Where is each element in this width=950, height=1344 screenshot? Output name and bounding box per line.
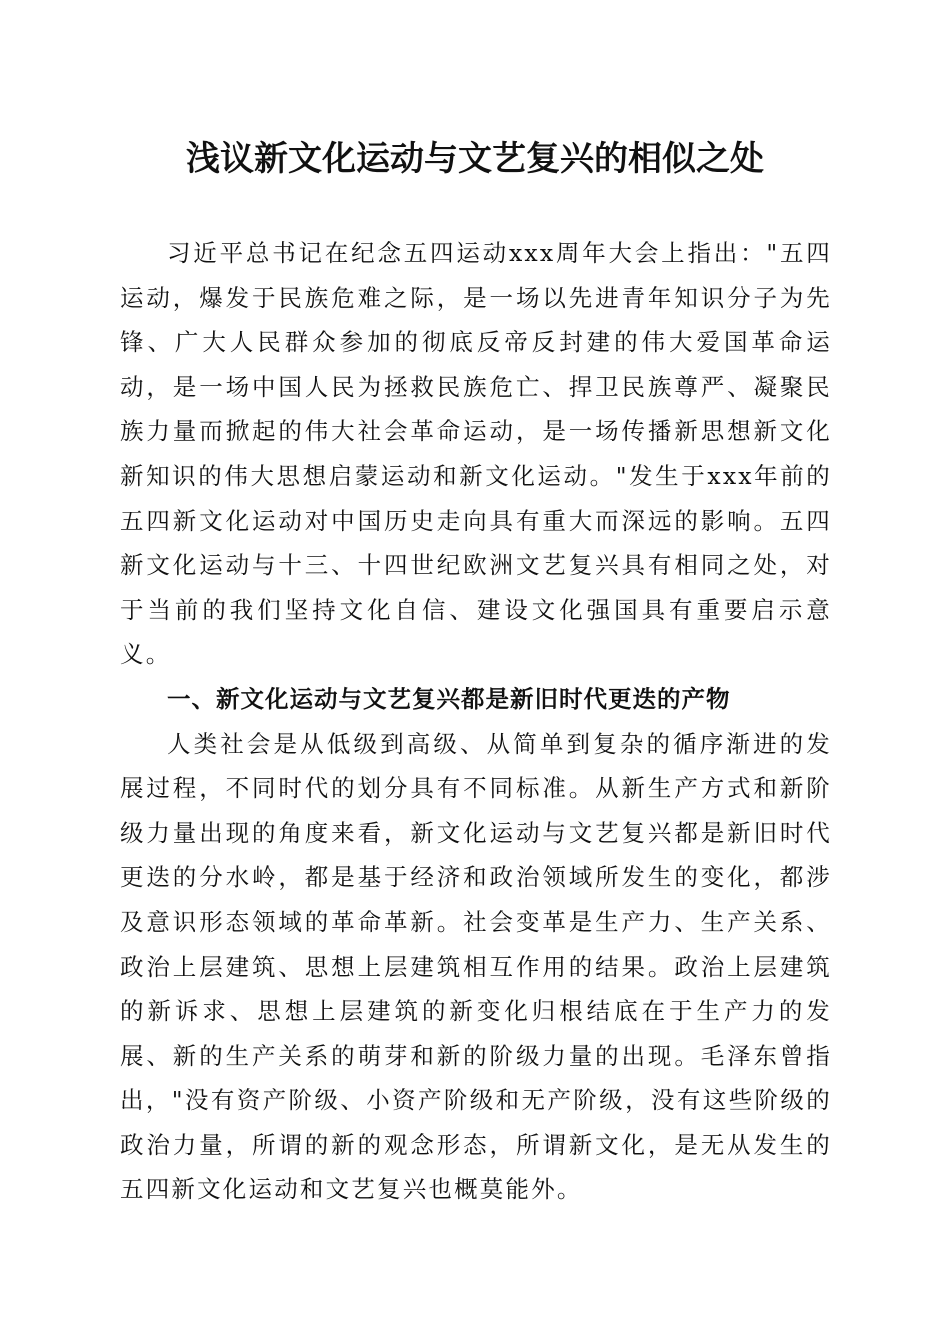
section-heading-1: 一、新文化运动与文艺复兴都是新旧时代更迭的产物 bbox=[167, 684, 731, 713]
document-title: 浅议新文化运动与文艺复兴的相似之处 bbox=[186, 139, 764, 179]
intro-paragraph: 习近平总书记在纪念五四运动xxx周年大会上指出："五四运动，爆发于民族危难之际，是一场以先进青年知识分子为先锋、广大人民群众参加的彻底反帝反封建的伟大爱国革命运动，是一场中国人民为拯救民族危亡、捍卫民族尊严、凝聚民族力量而掀起的伟大社会革命运动，是一场传播新思想新文化新知识的伟大思想启蒙运动和新文化运动。"发生于xxx年前的五四新文化运动对中国历史走向具有重大而深远的影响。五四新文化运动与十三、十四世纪欧洲文艺复兴具有相同之处，对于当前的我们坚持文化自信、建设文化强国具有重要启示意义。 bbox=[120, 239, 832, 669]
section-1-paragraph: 人类社会是从低级到高级、从简单到复杂的循序渐进的发展过程，不同时代的划分具有不同标准。从新生产方式和新阶级力量出现的角度来看，新文化运动与文艺复兴都是新旧时代更迭的分水岭，都是基于经济和政治领域所发生的变化，都涉及意识形态领域的革命革新。社会变革是生产力、生产关系、政治上层建筑、思想上层建筑相互作用的结果。政治上层建筑的新诉求、思想上层建筑的新变化归根结底在于生产力的发展、新的生产关系的萌芽和新的阶级力量的出现。毛泽东曾指出，"没有资产阶级、小资产阶级和无产阶级，没有这些阶级的政治力量，所谓的新的观念形态，所谓新文化，是无从发生的五四新文化运动和文艺复兴也概莫能外。 bbox=[120, 729, 832, 1204]
document-body bbox=[120, 231, 832, 1212]
